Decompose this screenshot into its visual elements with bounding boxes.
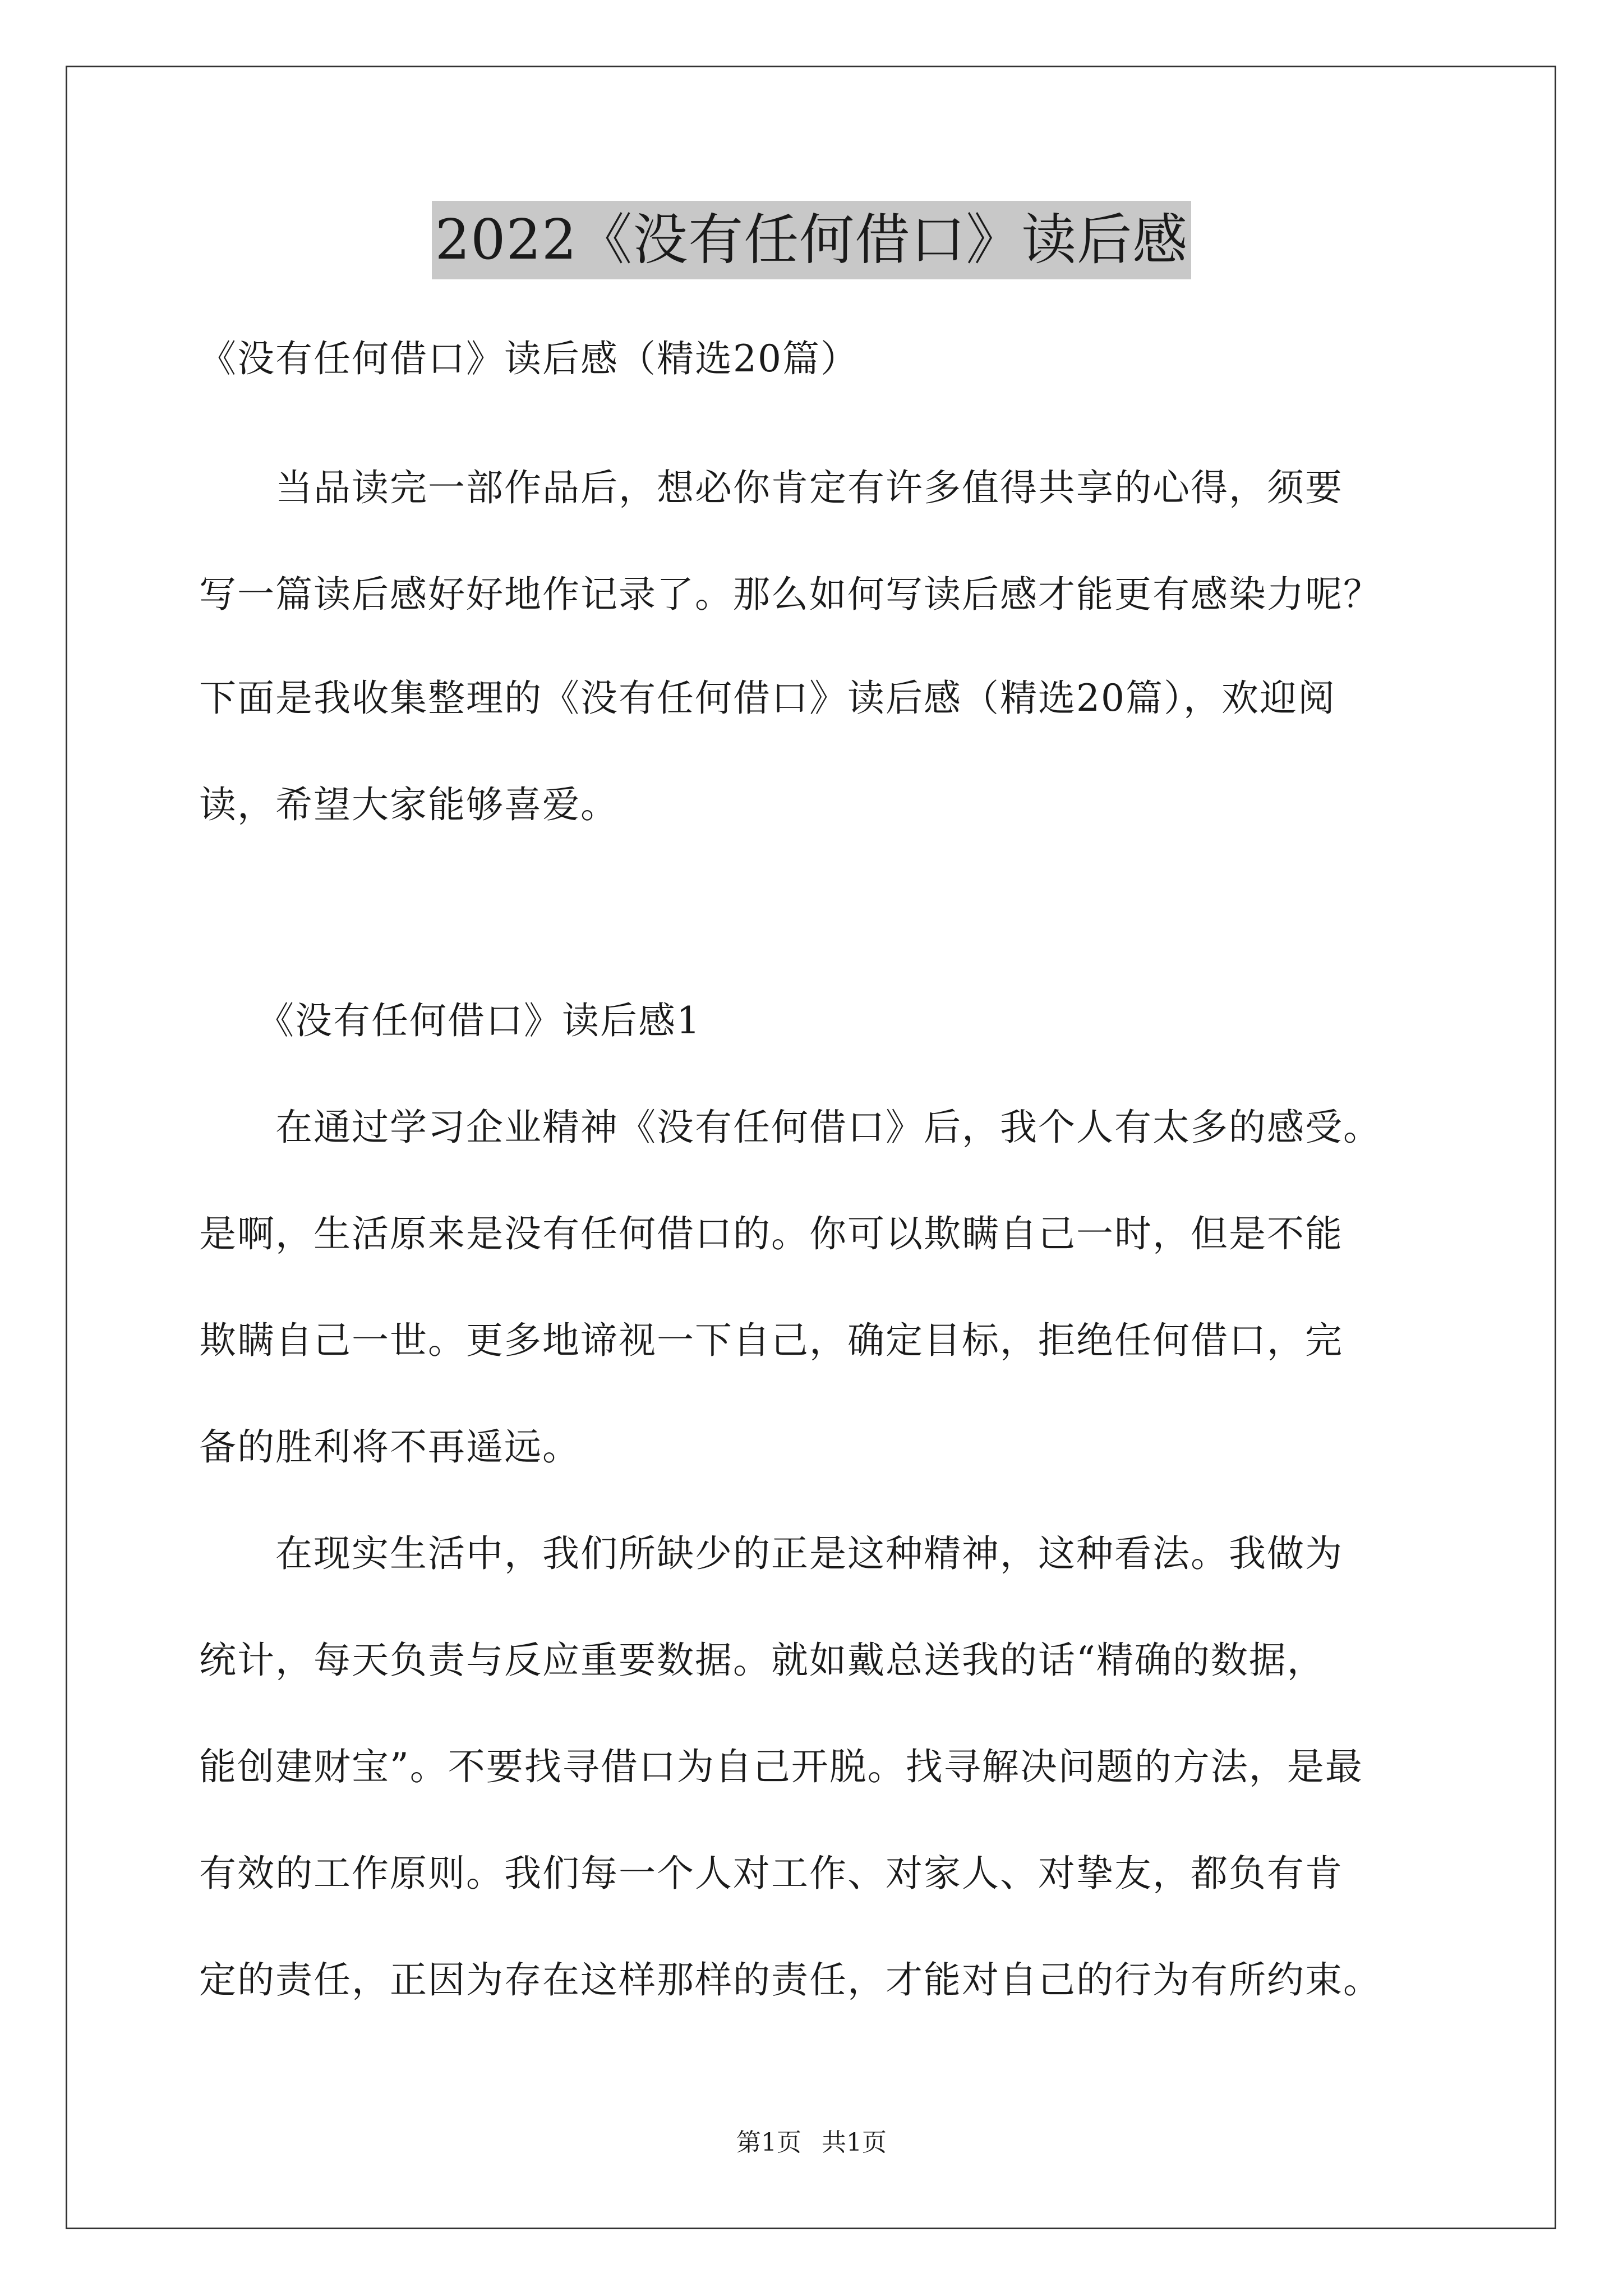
paragraph-line: 定的责任，正因为存在这样那样的责任，才能对自己的行为有所约束。 (199, 1958, 1381, 2001)
paragraph-line: 是啊，生活原来是没有任何借口的。你可以欺瞒自己一时，但是不能 (199, 1212, 1343, 1255)
paragraph-line: 备的胜利将不再遥远。 (199, 1425, 580, 1469)
paragraph-line: 能创建财宝”。不要找寻借口为自己开脱。找寻解决问题的方法，是最 (199, 1745, 1363, 1788)
section-heading: 《没有任何借口》读后感1 (199, 999, 701, 1042)
page-total: 共1页 (822, 2128, 887, 2157)
document-title: 2022《没有任何借口》读后感 (432, 201, 1191, 279)
paragraph-line: 下面是我收集整理的《没有任何借口》读后感（精选20篇），欢迎阅 (199, 677, 1336, 720)
subtitle-line: 《没有任何借口》读后感（精选20篇） (199, 337, 859, 380)
page-footer (0, 2126, 1623, 2160)
paragraph-line: 有效的工作原则。我们每一个人对工作、对家人、对挚友，都负有肯 (199, 1852, 1343, 1895)
paragraph-line: 在通过学习企业精神《没有任何借口》后，我个人有太多的感受。 (199, 1106, 1381, 1149)
paragraph-line: 在现实生活中，我们所缺少的正是这种精神，这种看法。我做为 (199, 1532, 1343, 1575)
title-container (0, 201, 1623, 279)
page-number: 第1页 (736, 2128, 801, 2157)
paragraph-line: 读，希望大家能够喜爱。 (199, 783, 619, 826)
paragraph-line: 欺瞒自己一世。更多地谛视一下自己，确定目标，拒绝任何借口，完 (199, 1319, 1343, 1362)
paragraph-line: 当品读完一部作品后，想必你肯定有许多值得共享的心得，须要 (199, 466, 1343, 509)
paragraph-line: 写一篇读后感好好地作记录了。那么如何写读后感才能更有感染力呢？ (199, 573, 1381, 616)
paragraph-line: 统计，每天负责与反应重要数据。就如戴总送我的话“精确的数据， (199, 1639, 1325, 1682)
